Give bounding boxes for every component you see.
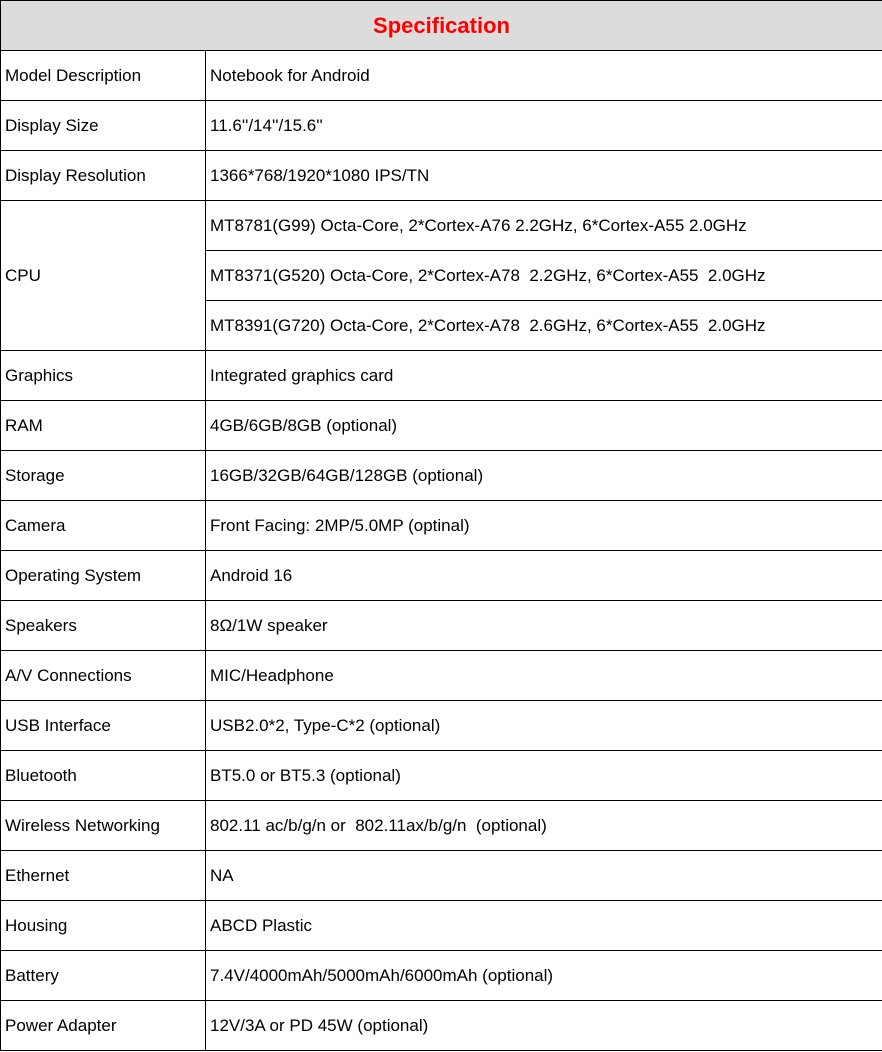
table-row [1,751,882,801]
table-row [1,651,882,701]
spec-label: Wireless Networking [1,801,206,851]
spec-value: Front Facing: 2MP/5.0MP (optinal) [206,501,882,551]
table-row [1,601,882,651]
spec-value: 1366*768/1920*1080 IPS/TN [206,151,882,201]
spec-value: 4GB/6GB/8GB (optional) [206,401,882,451]
spec-label: Operating System [1,551,206,601]
spec-label: Power Adapter [1,1001,206,1051]
spec-value: USB2.0*2, Type-C*2 (optional) [206,701,882,751]
table-row [1,901,882,951]
spec-label: Storage [1,451,206,501]
table-row [1,351,882,401]
spec-rows [1,51,882,1051]
title-row [1,1,882,51]
spec-value: Android 16 [206,551,882,601]
spec-label: Display Resolution [1,151,206,201]
spec-value: MT8371(G520) Octa-Core, 2*Cortex-A78 2.2GHz, 6*Cortex-A55 2.0GHz [206,251,882,301]
table-row [1,551,882,601]
spec-value: 12V/3A or PD 45W (optional) [206,1001,882,1051]
spec-label: Model Description [1,51,206,101]
table-row [1,1001,882,1051]
table-row [1,51,882,101]
table-row [1,451,882,501]
table-row [1,401,882,451]
spec-label: USB Interface [1,701,206,751]
spec-value: 11.6''/14''/15.6'' [206,101,882,151]
table-row [1,501,882,551]
spec-label: Ethernet [1,851,206,901]
spec-value: Notebook for Android [206,51,882,101]
spec-label: Graphics [1,351,206,401]
spec-label: Display Size [1,101,206,151]
spec-value: NA [206,851,882,901]
spec-label: Camera [1,501,206,551]
spec-value: 7.4V/4000mAh/5000mAh/6000mAh (optional) [206,951,882,1001]
table-title: Specification [1,1,882,51]
spec-label: RAM [1,401,206,451]
table-row [1,151,882,201]
spec-value: 16GB/32GB/64GB/128GB (optional) [206,451,882,501]
spec-label: Housing [1,901,206,951]
spec-value: BT5.0 or BT5.3 (optional) [206,751,882,801]
spec-label: A/V Connections [1,651,206,701]
spec-value: MT8781(G99) Octa-Core, 2*Cortex-A76 2.2GHz, 6*Cortex-A55 2.0GHz [206,201,882,251]
table-row [1,801,882,851]
spec-label: Battery [1,951,206,1001]
table-row [1,101,882,151]
spec-value: MT8391(G720) Octa-Core, 2*Cortex-A78 2.6GHz, 6*Cortex-A55 2.0GHz [206,301,882,351]
table-row [1,701,882,751]
spec-value: 8Ω/1W speaker [206,601,882,651]
table-row [1,201,882,251]
table-row [1,951,882,1001]
spec-label: Speakers [1,601,206,651]
spec-value: 802.11 ac/b/g/n or 802.11ax/b/g/n (optional) [206,801,882,851]
spec-value: MIC/Headphone [206,651,882,701]
spec-label: CPU [1,201,206,351]
spec-value: ABCD Plastic [206,901,882,951]
table-row [1,851,882,901]
spec-value: Integrated graphics card [206,351,882,401]
spec-label: Bluetooth [1,751,206,801]
